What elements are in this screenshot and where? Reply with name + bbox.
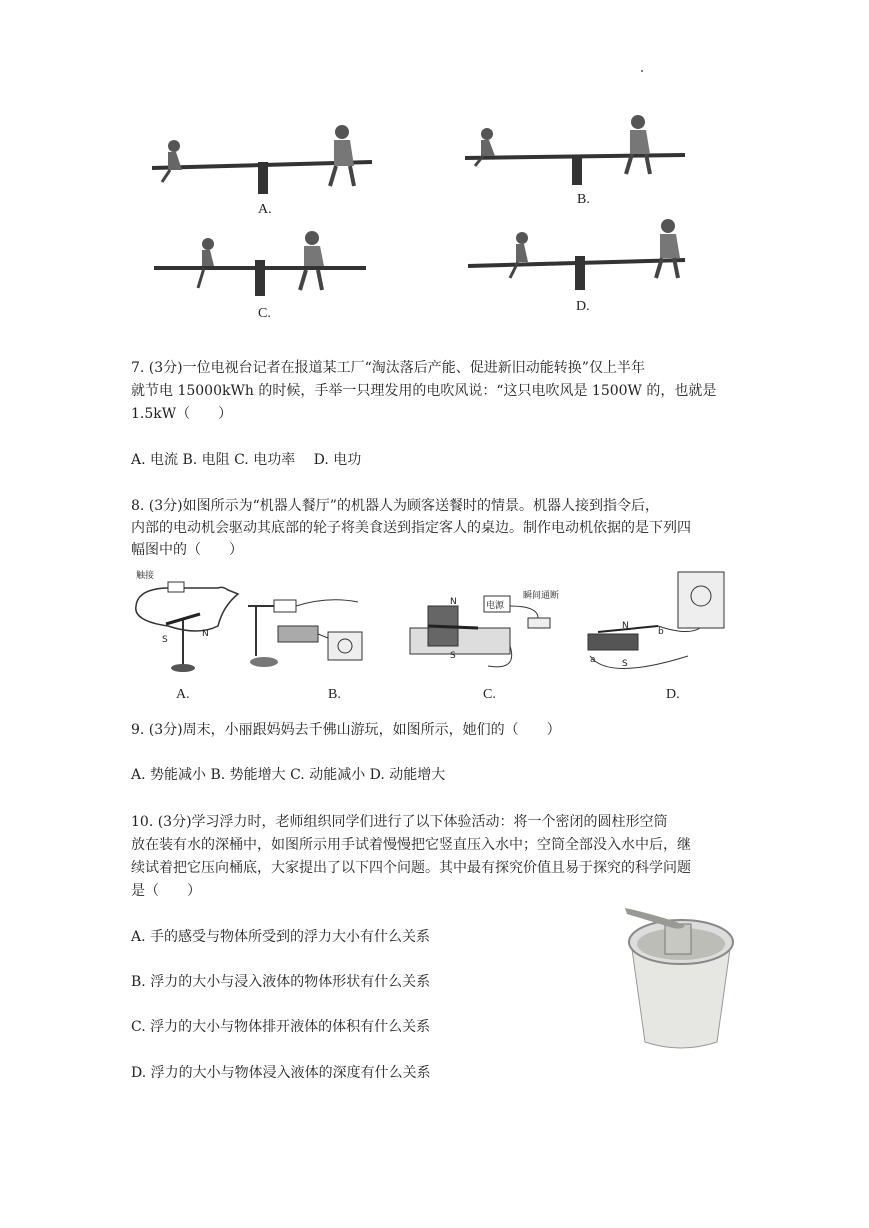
svg-text:N: N xyxy=(622,621,629,631)
q7-line-2: 就节电 15000kWh 的时候，手举一只理发用的电吹风说：“这只电吹风是 1500W 的，也就是 xyxy=(131,383,717,399)
seesaw-b xyxy=(465,115,685,207)
q10-option-d: D. 浮力的大小与物体浸入液体的深度有什么关系 xyxy=(131,1065,431,1081)
electromagnetism-figure xyxy=(128,566,738,706)
svg-text:b: b xyxy=(658,627,664,637)
svg-text:电源: 电源 xyxy=(486,601,505,611)
svg-text:N: N xyxy=(450,597,457,607)
q9-options: A. 势能减小 B. 势能增大 C. 动能减小 D. 动能增大 xyxy=(131,767,446,783)
figure-a-oersted xyxy=(136,569,238,702)
seesaw-label-c: C. xyxy=(258,306,271,321)
q8-line-2: 内部的电动机会驱动其底部的轮子将美食送到指定客人的桌边。制作电动机依据的是下列四 xyxy=(131,520,691,536)
figure-label-a: A. xyxy=(176,687,190,702)
svg-text:a: a xyxy=(590,655,596,665)
q10-option-b: B. 浮力的大小与浸入液体的物体形状有什么关系 xyxy=(131,974,431,990)
q10-line-2: 放在装有水的深桶中，如图所示用手试着慢慢把它竖直压入水中；空筒全部没入水中后，继 xyxy=(131,837,691,853)
q8-line-1: 8. (3分)如图所示为“机器人餐厅”的机器人为顾客送餐时的情景。机器人接到指令后， xyxy=(131,498,659,514)
figure-label-b: B. xyxy=(328,687,341,702)
figure-label-c: C. xyxy=(483,687,496,702)
q7-options: A. 电流 B. 电阻 C. 电功率 D. 电功 xyxy=(131,452,362,468)
q7-line-3: 1.5kW（ ） xyxy=(131,406,233,422)
seesaw-d xyxy=(468,219,685,314)
q8-line-3: 幅图中的（ ） xyxy=(131,542,243,558)
svg-text:N: N xyxy=(202,629,209,639)
q9-line-1: 9. (3分)周末，小丽跟妈妈去千佛山游玩，如图所示，她们的（ ） xyxy=(131,722,561,738)
q10-line-1: 10. (3分)学习浮力时，老师组织同学们进行了以下体验活动：将一个密闭的圆柱形空筒 xyxy=(131,814,668,830)
bucket-figure xyxy=(615,902,747,1054)
svg-text:S: S xyxy=(162,635,168,645)
seesaw-label-d: D. xyxy=(576,299,590,314)
q7-line-1: 7. (3分)一位电视台记者在报道某工厂“淘汰落后产能、促进新旧动能转换”仅上半年 xyxy=(131,360,645,376)
figure-c-motor xyxy=(410,589,559,702)
figure-b-induction xyxy=(248,600,362,702)
seesaw-label-b: B. xyxy=(577,192,590,207)
seesaw-a xyxy=(152,125,372,217)
svg-text:S: S xyxy=(622,659,628,669)
figure-d-generator xyxy=(588,572,724,702)
q10-line-4: 是（ ） xyxy=(131,883,201,899)
seesaw-c xyxy=(154,231,366,321)
seesaw-figure xyxy=(140,110,700,325)
figure-label-d: D. xyxy=(666,687,680,702)
scan-speck xyxy=(641,70,643,72)
svg-text:触接: 触接 xyxy=(136,571,155,581)
svg-text:瞬间通断: 瞬间通断 xyxy=(523,591,560,601)
q10-option-c: C. 浮力的大小与物体排开液体的体积有什么关系 xyxy=(131,1019,431,1035)
q10-line-3: 续试着把它压向桶底，大家提出了以下四个问题。其中最有探究价值且易于探究的科学问题 xyxy=(131,860,691,876)
seesaw-label-a: A. xyxy=(258,202,272,217)
q10-option-a: A. 手的感受与物体所受到的浮力大小有什么关系 xyxy=(131,929,431,945)
svg-text:S: S xyxy=(450,651,456,661)
